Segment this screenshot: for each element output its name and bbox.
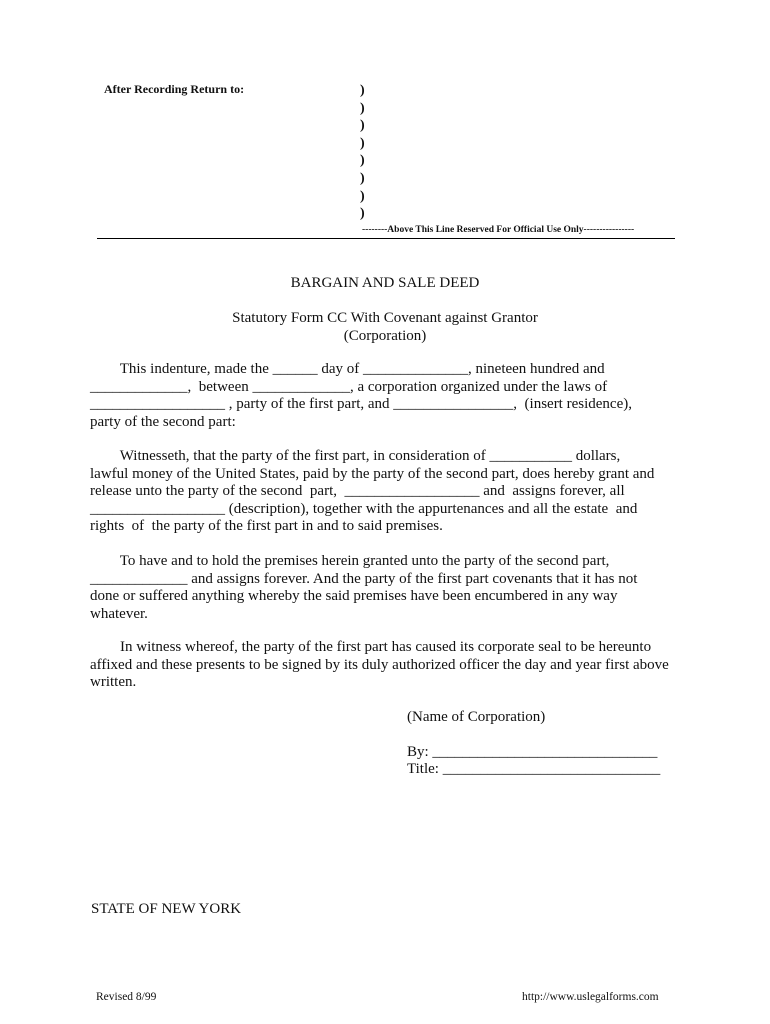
state-heading: STATE OF NEW YORK	[91, 901, 242, 917]
paren: )	[360, 100, 365, 116]
after-recording-label: After Recording Return to:	[104, 82, 245, 96]
paren: )	[360, 188, 365, 204]
paren: )	[360, 118, 365, 134]
corporation-name-label: (Name of Corporation)	[407, 709, 546, 725]
document-subtitle	[0, 310, 770, 345]
paren: )	[360, 135, 365, 151]
footer-url: http://www.uslegalforms.com	[522, 991, 659, 1003]
paren: )	[360, 83, 365, 98]
indenture-paragraph: This indenture, made the ______ day of ______________, nineteen hundred and _____________, between _____________, a corporation organized under the laws of __________________ , party of the first part, and ________________, (insert residence), party of the second part:	[90, 361, 632, 430]
paren: )	[360, 170, 365, 186]
habendum-paragraph: To have and to hold the premises herein granted unto the party of the second part, _____________ and assigns forever. And the party of the first part covenants that it has not done or suffered anything whereby the said premises have been encumbered in any way whatever.	[90, 553, 638, 622]
paren: )	[360, 153, 365, 169]
paren: )	[360, 206, 365, 222]
witness-paragraph: In witness whereof, the party of the first part has caused its corporate seal to be hereunto affixed and these presents to be signed by its duly authorized officer the day and year first above written.	[90, 639, 669, 690]
document-title: BARGAIN AND SALE DEED	[290, 275, 480, 291]
subtitle-form: Statutory Form CC With Covenant against Grantor	[232, 310, 538, 326]
official-use-line-label: --------Above This Line Reserved For Official Use Only----------------	[362, 225, 635, 235]
subtitle-corporation: (Corporation)	[343, 327, 427, 344]
official-use-divider	[97, 238, 675, 239]
witnesseth-paragraph: Witnesseth, that the party of the first part, in consideration of ___________ dollars, lawful money of the United States, paid by the party of the second part, does hereby grant and release unto the party of the second part, __________________ and assigns forever, all __________________ (description), together with the appurtenances and all the estate and rights of the party of the first part in and to said premises.	[90, 448, 655, 534]
signature-title-line: Title: _____________________________	[407, 761, 661, 777]
recording-parentheses	[360, 82, 365, 223]
signature-by-line: By: ______________________________	[407, 744, 658, 760]
revision-note: Revised 8/99	[96, 991, 157, 1003]
